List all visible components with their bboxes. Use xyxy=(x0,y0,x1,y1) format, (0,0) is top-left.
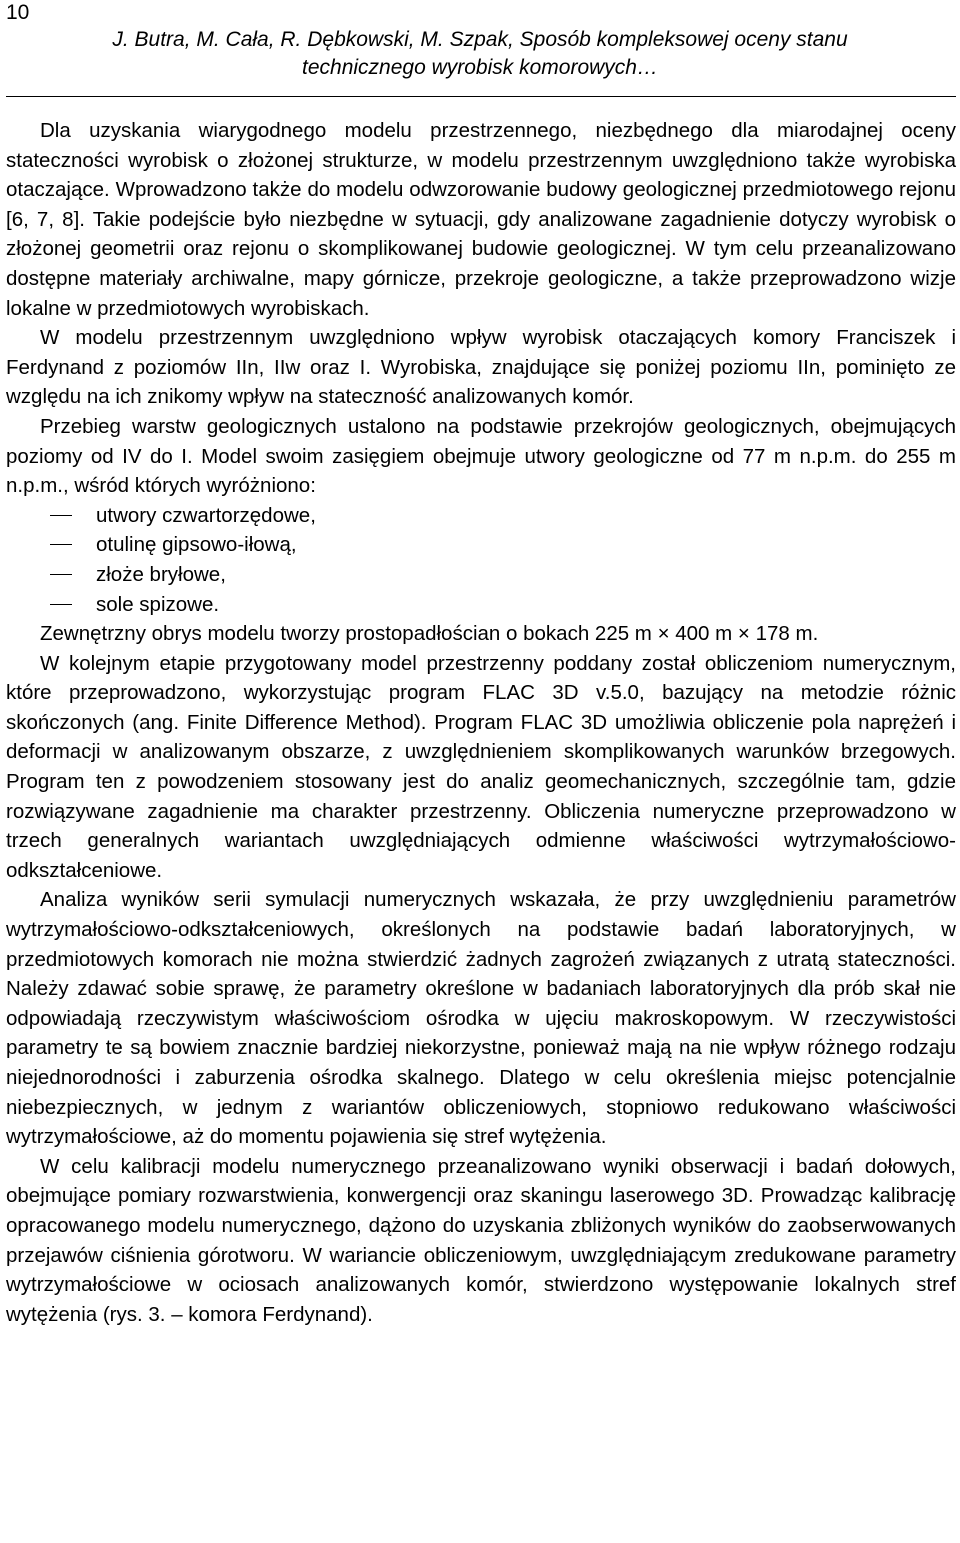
page-number: 10 xyxy=(6,1,30,24)
list-item xyxy=(6,530,956,560)
dash-bullet-icon xyxy=(50,544,72,545)
list-item xyxy=(6,590,956,620)
body-text xyxy=(6,116,956,1329)
paragraph-5: W kolejnym etapie przygotowany model przestrzenny poddany został obliczeniom numerycznym, które przeprowadzono, wykorzystując program FLAC 3D v.5.0, bazujący na metodzie różnic skończonych (ang. Finite Difference Method). Program FLAC 3D umożliwia obliczenie pola naprężeń i deformacji w analizowanym obszarze, z uwzględnieniem skomplikowanych warunków brzegowych. Program ten z powodzeniem stosowany jest do analiz geomechanicznych, szczególnie tam, gdzie rozwiązywane zagadnienie ma charakter przestrzenny. Obliczenia numeryczne przeprowadzono w trzech generalnych wariantach uwzględniających odmienne właściwości wytrzymałościowo-odkształceniowe. xyxy=(6,651,956,882)
list-item-text: złoże bryłowe, xyxy=(96,562,226,586)
layer-list xyxy=(6,501,956,619)
dash-bullet-icon xyxy=(50,604,72,605)
paragraph-1: Dla uzyskania wiarygodnego modelu przestrzennego, niezbędnego dla miarodajnej oceny stateczności wyrobisk o złożonej strukturze, w modelu przestrzennym uwzględniono także wyrobiska otaczające. Wprowadzono także do modelu odwzorowanie budowy geologicznej przedmiotowego rejonu [6, 7, 8]. Takie podejście było niezbędne w sytuacji, gdy analizowane zagadnienie dotyczy wyrobisk o złożonej geometrii oraz rejonu o skomplikowanej budowie geologicznej. W tym celu przeanalizowano dostępne materiały archiwalne, mapy górnicze, przekroje geologiczne, a także przeprowadzono wizje lokalne w przedmiotowych wyrobiskach. xyxy=(6,119,956,320)
list-item-text: sole spizowe. xyxy=(96,592,220,616)
paragraph-2: W modelu przestrzennym uwzględniono wpływ wyrobisk otaczających komory Franciszek i Ferdynand z poziomów IIn, IIw oraz I. Wyrobiska, znajdujące się poniżej poziomu IIn, pominięto ze względu na ich znikomy wpływ na stateczność analizowanych komór. xyxy=(6,326,956,409)
list-item xyxy=(6,560,956,590)
running-header-line-2: technicznego wyrobisk komorowych… xyxy=(302,56,658,79)
dash-bullet-icon xyxy=(50,574,72,575)
paragraph-7: W celu kalibracji modelu numerycznego przeanalizowano wyniki obserwacji i badań dołowych, obejmujące pomiary rozwarstwienia, konwergencji oraz skaningu laserowego 3D. Prowadząc kalibrację opracowanego modelu numerycznego, dążono do uzyskania zbliżonych wyników do zaobserwowanych przejawów ciśnienia górotworu. W wariancie obliczeniowym, uwzględniającym zredukowane parametry wytrzymałościowe w ociosach analizowanych komór, stwierdzono występowanie lokalnych stref wytężenia (rys. 3. – komora Ferdynand). xyxy=(6,1154,956,1326)
dash-bullet-icon xyxy=(50,515,72,516)
list-item-text: otulinę gipsowo-iłową, xyxy=(96,533,297,557)
header-rule xyxy=(6,96,956,97)
paragraph-4: Zewnętrzny obrys modelu tworzy prostopadłościan o bokach 225 m × 400 m × 178 m. xyxy=(40,622,819,646)
running-header-line-1: J. Butra, M. Cała, R. Dębkowski, M. Szpak, Sposób kompleksowej oceny stanu xyxy=(112,28,848,51)
list-item xyxy=(6,501,956,531)
list-item-text: utwory czwartorzędowe, xyxy=(96,503,316,527)
paragraph-3: Przebieg warstw geologicznych ustalono na podstawie przekrojów geologicznych, obejmujących poziomy od IV do I. Model swoim zasięgiem obejmuje utwory geologiczne od 77 m n.p.m. do 255 m n.p.m., wśród których wyróżniono: xyxy=(6,414,956,498)
running-header xyxy=(80,26,880,82)
paragraph-6: Analiza wyników serii symulacji numerycznych wskazała, że przy uwzględnieniu parametrów wytrzymałościowo-odkształceniowych, określonych na podstawie badań laboratoryjnych, w przedmiotowych komorach nie można stwierdzić żadnych zagrożeń związanych z utratą stateczności. Należy zdawać sobie sprawę, że parametry określone w badaniach laboratoryjnych dla prób skał nie odpowiadają rzeczywistym właściwościom ośrodka w ujęciu makroskopowym. W rzeczywistości parametry te są bowiem znacznie bardziej niekorzystne, ponieważ mają na nie wpływ różnego rodzaju niejednorodności i zaburzenia ośrodka skalnego. Dlatego w celu określenia miejsc potencjalnie niebezpiecznych, w jednym z wariantów obliczeniowych, stopniowo redukowano właściwości wytrzymałościowe, aż do momentu pojawienia się stref wytężenia. xyxy=(6,888,956,1149)
